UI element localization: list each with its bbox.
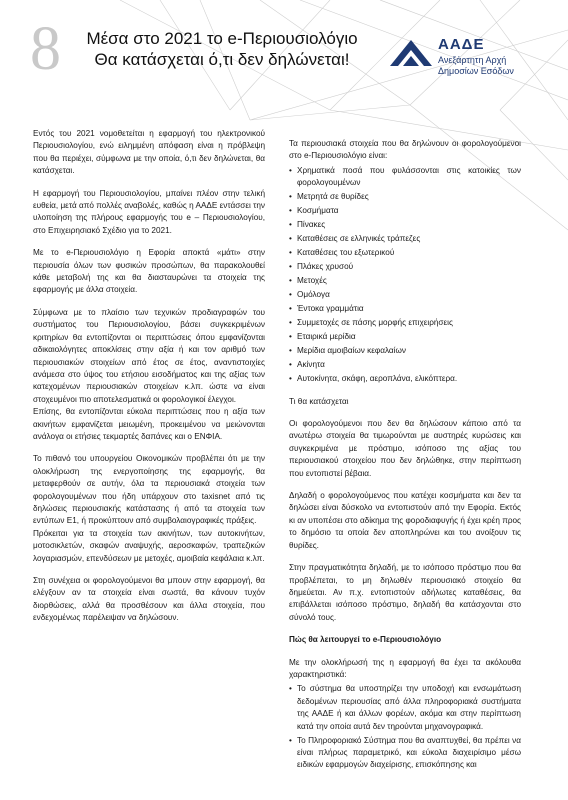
list-item: • Πλάκες χρυσού — [289, 261, 521, 273]
list-item: • Μετοχές — [289, 275, 521, 287]
section-heading-how: Πώς θα λειτουργεί το e-Περιουσιολόγιο — [289, 635, 442, 645]
list-item: • Καταθέσεις σε ελληνικές τράπεζες — [289, 233, 521, 245]
paragraph: Οι φορολογούμενοι που δεν θα δηλώσουν κάποιο από τα ανωτέρω στοιχεία θα τιμωρούνται με αυστηρές κυρώσεις και συγκεκριμένα με πρόστιμο, ισόποσο της αξίας του περιουσιακού στοιχείου που δεν δηλώθηκε, στην περίπτωση που εντοπιστεί βέβαια. — [289, 419, 521, 478]
paragraph: Στη συνέχεια οι φορολογούμενοι θα μπουν στην εφαρμογή, θα ελέγξουν αν τα στοιχεία είναι σωστά, θα κάνουν τυχόν διορθώσεις, αλλά θα προσθέσουν και άλλα στοιχεία, που ενδεχομένως παρέλειψαν να δηλώσουν. — [33, 576, 265, 623]
page-number: 8 — [30, 15, 61, 83]
list-item: • Ομόλογα — [289, 289, 521, 301]
list-item: • Πίνακες — [289, 219, 521, 231]
paragraph: Πρόκειται για τα στοιχεία των ακινήτων, των αυτοκινήτων, μοτοσικλετών, σκαφών αναψυχής, αεροσκαφών, τραπεζικών λογαριασμών, επενδύσεων με μετοχές, αμοιβαία κεφάλαια κ.λπ. — [33, 528, 265, 563]
paragraph: Στην πραγματικότητα δηλαδή, με το ισόποσο πρόστιμο που θα προβλέπεται, το μη δηλωθέν περιουσιακό στοιχείο θα δημεύεται. Αν π.χ. εντοπιστούν αδήλωτες καταθέσεις, θα επιβάλλεται ισόποσο πρόστιμο, δηλαδή θα κατάσχονται στο σύνολό τους. — [289, 563, 521, 622]
brand-name: ΑΑΔΕ — [438, 36, 485, 53]
list-item: • Ακίνητα — [289, 359, 521, 371]
paragraph: Η εφαρμογή του Περιουσιολογίου, μπαίνει πλέον στην τελική ευθεία, μετά από πολλές αναβολές, καθώς η ΑΑΔΕ εντάσσει την υλοποίηση της πλήρους εφαρμογής του e – Περιουσιολογίου, στο Επιχειρησιακό Σχέδιο για το 2021. — [33, 188, 265, 235]
list-item: • Εταιρικά μερίδια — [289, 331, 521, 343]
paragraph: Με την ολοκλήρωσή της η εφαρμογή θα έχει τα ακόλουθα χαρακτηριστικά: — [289, 657, 521, 679]
list-item: • Μετρητά σε θυρίδες — [289, 191, 521, 203]
list-item: • Χρηματικά ποσά που φυλάσσονται στις κατοικίες των φορολογουμένων — [289, 165, 521, 190]
list-item: • Αυτοκίνητα, σκάφη, αεροπλάνα, ελικόπτερα. — [289, 373, 521, 385]
aade-emblem-icon — [390, 40, 432, 66]
assets-intro: Τα περιουσιακά στοιχεία που θα δηλώνουν οι φορολογούμενοι στο e-Περιουσιολόγιο είναι: — [289, 139, 521, 161]
list-item: • Το σύστημα θα υποστηρίζει την υποδοχή και ενσωμάτωση δεδομένων περιουσίας από άλλα πληροφοριακά συστήματα της ΑΑΔΕ ή και άλλων φορέων, ακόμα και στην περίπτωση κατά την οποία αυτά δεν τηρούνται μηχανογραφικά. — [289, 683, 521, 733]
list-item: • Κοσμήματα — [289, 205, 521, 217]
brand-subtitle-line-2: Δημοσίων Εσόδων — [438, 66, 514, 76]
page-title — [72, 28, 372, 70]
right-column — [289, 138, 521, 782]
title-line-1: Μέσα στο 2021 το e-Περιουσιολόγιο — [86, 29, 358, 48]
list-item: • Καταθέσεις του εξωτερικού — [289, 247, 521, 259]
paragraph: Σύμφωνα με το πλαίσιο των τεχνικών προδιαγραφών του συστήματος του Περιουσιολογίου, βάσει συγκεκριμένων κριτηρίων θα εντοπίζονται οι περιπτώσεις όπου εμφανίζονται αδικαιολόγητες αποκλίσεις στην αξία ή και τον αριθμό των περιουσιακών στοιχείων από έτος σε έτος, αναντιστοιχίες ανάμεσα στο ύψος του ετήσιου εισοδήματος και της αξίας των κατεχομένων περιουσιακών στοιχείων κ.λπ. ώστε να είναι στοχευμένοι πιο αποτελεσματικά οι φορολογικοί έλεγχοι. — [33, 307, 265, 404]
features-list — [289, 683, 521, 771]
brand-subtitle-line-1: Ανεξάρτητη Αρχή — [438, 55, 507, 65]
list-item: • Συμμετοχές σε πάσης μορφής επιχειρήσεις — [289, 317, 521, 329]
paragraph: Με το e-Περιουσιολόγιο η Εφορία αποκτά «μάτι» στην περιουσία όλων των φυσικών προσώπων, θα παρακολουθεί κάθε μεταβολή της και θα διασταυρώνει τα στοιχεία της εφαρμογής με άλλα στοιχεία. — [33, 248, 265, 295]
list-item: • Έντοκα γραμμάτια — [289, 303, 521, 315]
paragraph: Επίσης, θα εντοπίζονται εύκολα περιπτώσεις που η αξία των ακινήτων εμφανίζεται μειωμένη, προκειμένου να μειώνονται ανάλογα οι ετήσιες τεκμαρτές δαπάνες και ο ΕΝΦΙΑ. — [33, 407, 265, 441]
section-heading-seize: Τι θα κατάσχεται — [289, 396, 349, 406]
aade-logo — [390, 34, 550, 94]
title-line-2: Θα κατάσχεται ό,τι δεν δηλώνεται! — [94, 50, 350, 69]
paragraph: Δηλαδή ο φορολογούμενος που κατέχει κοσμήματα και δεν τα δηλώσει είναι δύσκολο να εντοπιστούν από την Εφορία. Εκτός κι αν υποπέσει στο αδίκημα της φοροδιαφυγής ή έχει κρέη προς το δημόσιο τα οποία δεν αποπληρώνει και του ανοίξουν τις θυρίδες. — [289, 491, 521, 550]
list-item: • Το Πληροφοριακό Σύστημα που θα αναπτυχθεί, θα πρέπει να είναι πλήρως παραμετρικό, και εύκολα διαχειρίσιμο μέσω ειδικών εφαρμογών διαχείρισης, επισκόπησης και — [289, 735, 521, 772]
assets-list — [289, 165, 521, 386]
brand-subtitle — [438, 55, 514, 77]
left-column — [33, 128, 265, 635]
list-item: • Μερίδια αμοιβαίων κεφαλαίων — [289, 345, 521, 357]
paragraph: Το πιθανό του υπουργείου Οικονομικών προβλέπει ότι με την ολοκλήρωση της ενεργοποίησης της εφαρμογής, θα μεταφερθούν σε αυτήν, όλα τα περιουσιακά στοιχεία των φορολογουμένων που ήδη υπάρχουν στο taxisnet από τις δηλώσεις περιουσιακής κατάστασης ή από τα στοιχεία των εντύπων Ε1, ή προκύπτουν από συμβολαιογραφικές πράξεις. — [33, 454, 265, 526]
paragraph: Εντός του 2021 νομοθετείται η εφαρμογή του ηλεκτρονικού Περιουσιολογίου, ενώ ειλημμένη απόφαση είναι η πρόβλεψη που θα περιέχει, σύμφωνα με την οποία, ό,τι δεν δηλώνεται, θα κατάσχεται. — [33, 129, 265, 176]
